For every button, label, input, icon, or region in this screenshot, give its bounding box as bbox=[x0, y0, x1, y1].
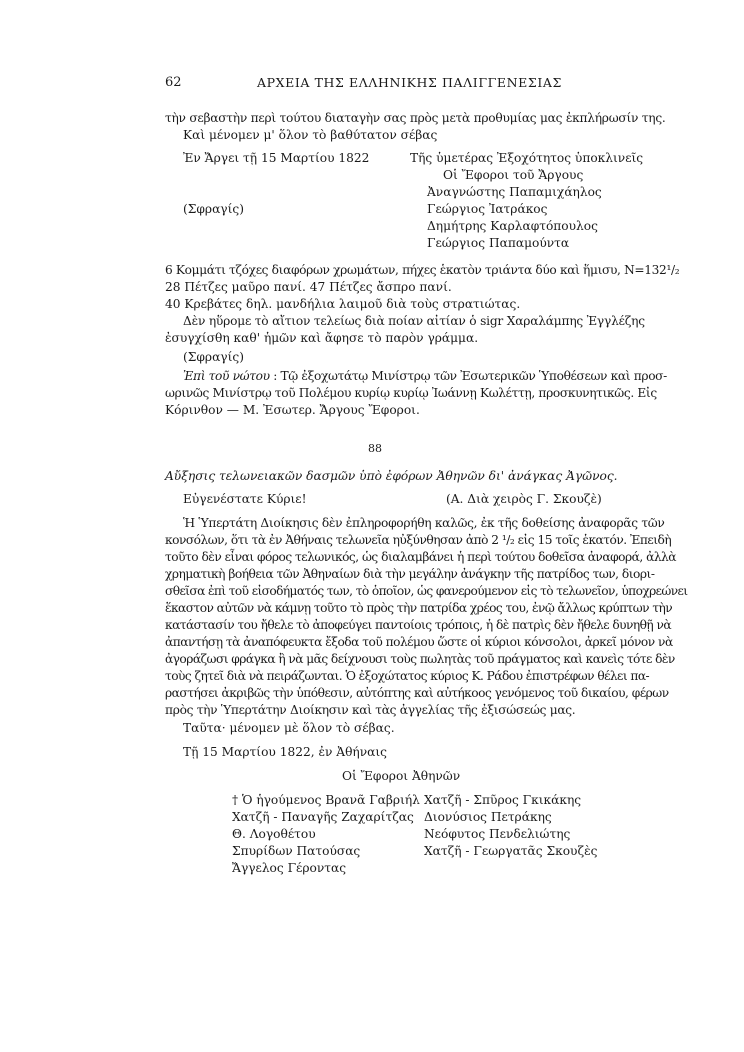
body-line: Ἡ Ὑπερτάτη Διοίκησις δὲν ἐπληροφορήθη καλῶς, ἐκ τῆς δοθείσης ἀναφορᾶς τῶν bbox=[183, 516, 665, 530]
letter87-place-date: Ἐν Ἄργει τῇ 15 Μαρτίου 1822 bbox=[183, 151, 370, 165]
date-line: Τῇ 15 Μαρτίου 1822, ἐν Ἀθήναις bbox=[183, 745, 387, 759]
body-line: ἕκαστον αὐτῶν νὰ κάμνῃ τοῦτο τὸ πρὸς τὴν πατρίδα χρέος του, ἐνῷ ἄλλως κρύπτων τὴν bbox=[165, 601, 673, 615]
body-line: κονσόλων, ὅτι τὰ ἐν Ἀθήναις τελωνεῖα ηὐξύνθησαν ἀπὸ 2 ¹/₂ εἰς 15 τοῖς ἑκατόν. Ἐπειδὴ bbox=[165, 533, 672, 547]
signer-left: † Ὁ ἡγούμενος Βρανᾶ Γαβριήλ bbox=[232, 793, 420, 807]
by-hand-note: (Α. Διὰ χειρὸς Γ. Σκουζὲ) bbox=[446, 492, 602, 506]
verso-label: Ἐπὶ τοῦ νώτου bbox=[183, 369, 270, 383]
letter87-seal: (Σφραγίς) bbox=[183, 202, 244, 216]
body-line: ἀγοράζωσι φράγκα ἢ νὰ μᾶς δείχνουσι τοὺς πωλητὰς τοῦ πράγματος καὶ κανεὶς τότε δὲν bbox=[165, 652, 675, 666]
body-line: κατάστασίν του ἤθελε τὸ ἀποφεύγει παντοίοις τρόποις, ἡ δὲ πατρὶς δὲν ἤθελε δυνηθῇ νὰ bbox=[165, 618, 672, 632]
letter87-signer: Γεώργιος Ἰατράκος bbox=[427, 202, 548, 216]
signer-left: Σπυρίδων Πατούσας bbox=[232, 844, 361, 858]
body-line: ἀπαντήσῃ τὰ ἀναπόφευκτα ἔξοδα τοῦ πολέμου ὥστε οἱ κύριοι κόνσολοι, ἀρκεῖ μόνον νὰ bbox=[165, 635, 673, 649]
document-number: 88 bbox=[368, 442, 382, 455]
letter87-body-line-1: τὴν σεβαστὴν περὶ τούτου διαταγὴν σας πρὸς μετὰ προθυμίας μας ἐκπλήρωσίν της. bbox=[165, 111, 666, 125]
body-line: πρὸς τὴν Ὑπερτάτην Διοίκησιν καὶ τὰς ἀγγελίας τῆς ἐξισώσεώς μας. bbox=[165, 703, 576, 717]
letter87-note-line-1: Δὲν ηὕρομε τὸ αἴτιον τελείως διὰ ποίαν αἰτίαν ὁ sigr Χαραλάμπης Ἐγγλέζης bbox=[183, 314, 645, 328]
letter87-verso-line-2: ωρινῶς Μινίστρῳ τοῦ Πολέμου κυρίῳ κυρίῳ Ἰωάννῃ Κωλέττῃ, προσκυνητικῶς. Εἰς bbox=[165, 386, 657, 400]
signer-right: Χατζῆ - Σπῦρος Γκικάκης bbox=[424, 793, 582, 807]
body-line: τοὺς ζητεῖ διὰ νὰ πειράζωνται. Ὁ ἐξοχώτατος κύριος Κ. Ράδου ἐπιστρέφων θέλει πα- bbox=[165, 669, 650, 683]
letter87-signer: Ἀναγνώστης Παπαμιχάηλος bbox=[427, 185, 602, 199]
page-number: 62 bbox=[165, 75, 182, 90]
body-line: τοῦτο δὲν εἶναι φόρος τελωνικός, ὡς διαλαμβάνει ἡ περὶ τούτου δοθεῖσα ἀναφορά, ἀλλὰ bbox=[165, 550, 676, 564]
letter87-list-line-1: 6 Κομμάτι τζόχες διαφόρων χρωμάτων, πήχες ἑκατὸν τριάντα δύο καὶ ἥμισυ, N=132¹/₂ bbox=[165, 263, 680, 277]
signer-right: Χατζῆ - Γεωργατᾶς Σκουζὲς bbox=[424, 844, 598, 858]
signers-title: Οἱ Ἔφοροι Ἀθηνῶν bbox=[342, 769, 461, 783]
body-line: σθεῖσα ἐπὶ τοῦ εἰσοδήματός των, τὸ ὁποῖον, ὡς φανερούμενον εἰς τὸ τελωνεῖον, ὑποχρεώνει bbox=[165, 584, 688, 598]
body-line: χρηματικὴ βοήθεια τῶν Ἀθηναίων διὰ τὴν μεγάλην ἀνάγκην τῆς πατρίδος των, διορι- bbox=[165, 567, 655, 581]
verso-text: : Τῷ ἐξοχωτάτῳ Μινίστρῳ τῶν Ἐσωτερικῶν Ὑποθέσεων καὶ προσ- bbox=[273, 369, 667, 383]
letter87-body-line-2: Καὶ μένομεν μ' ὅλον τὸ βαθύτατον σέβας bbox=[183, 128, 438, 142]
letter87-list-line-3: 40 Κρεβάτες δηλ. μανδήλια λαιμοῦ διὰ τοὺς στρατιώτας. bbox=[165, 297, 521, 311]
running-title: ΑΡΧΕΙΑ ΤΗΣ ΕΛΛΗΝΙΚΗΣ ΠΑΛΙΓΓΕΝΕΣΙΑΣ bbox=[257, 75, 562, 90]
letter87-verso-line-3: Κόρινθον — Μ. Ἐσωτερ. Ἄργους Ἔφοροι. bbox=[165, 403, 420, 417]
letter87-verso-line-1 bbox=[183, 368, 667, 384]
signer-right: Νεόφυτος Πενδελιώτης bbox=[424, 827, 571, 841]
letter87-note-line-2: ἐσυγχίσθη καθ' ἡμῶν καὶ ἄφησε τὸ παρὸν γράμμα. bbox=[165, 331, 479, 345]
letter87-signer: Γεώργιος Παπαμούντα bbox=[427, 236, 570, 250]
salutation: Εὐγενέστατε Κύριε! bbox=[183, 492, 307, 506]
signer-left: Χατζῆ - Παναγῆς Ζαχαρίτζας bbox=[232, 810, 414, 824]
signer-right: Διονύσιος Πετράκης bbox=[424, 810, 552, 824]
closing-line: Ταῦτα· μένομεν μὲ ὅλον τὸ σέβας. bbox=[183, 721, 395, 735]
signer-left: Θ. Λογοθέτου bbox=[232, 827, 316, 841]
signer-left: Ἄγγελος Γέροντας bbox=[232, 861, 347, 875]
body-line: ραστήσει ἀκριβῶς τὴν ὑπόθεσιν, αὐτόπτης καὶ αὐτήκοος γενόμενος τοῦ δικαίου, φέρων bbox=[165, 686, 669, 700]
letter87-seal-2: (Σφραγίς) bbox=[183, 350, 244, 364]
letter87-closing: Τῆς ὑμετέρας Ἐξοχότητος ὑποκλινεῖς bbox=[410, 151, 644, 165]
letter87-list-line-2: 28 Πέτζες μαῦρο πανί. 47 Πέτζες ἄσπρο πανί. bbox=[165, 280, 452, 294]
letter87-signers-title: Οἱ Ἔφοροι τοῦ Ἄργους bbox=[443, 168, 584, 182]
letter87-signer: Δημήτρης Καρλαφτόπουλος bbox=[427, 219, 598, 233]
document-title: Αὔξησις τελωνειακῶν δασμῶν ὑπὸ ἐφόρων Ἀθηνῶν δι' ἀνάγκας Ἀγῶνος. bbox=[165, 469, 618, 483]
